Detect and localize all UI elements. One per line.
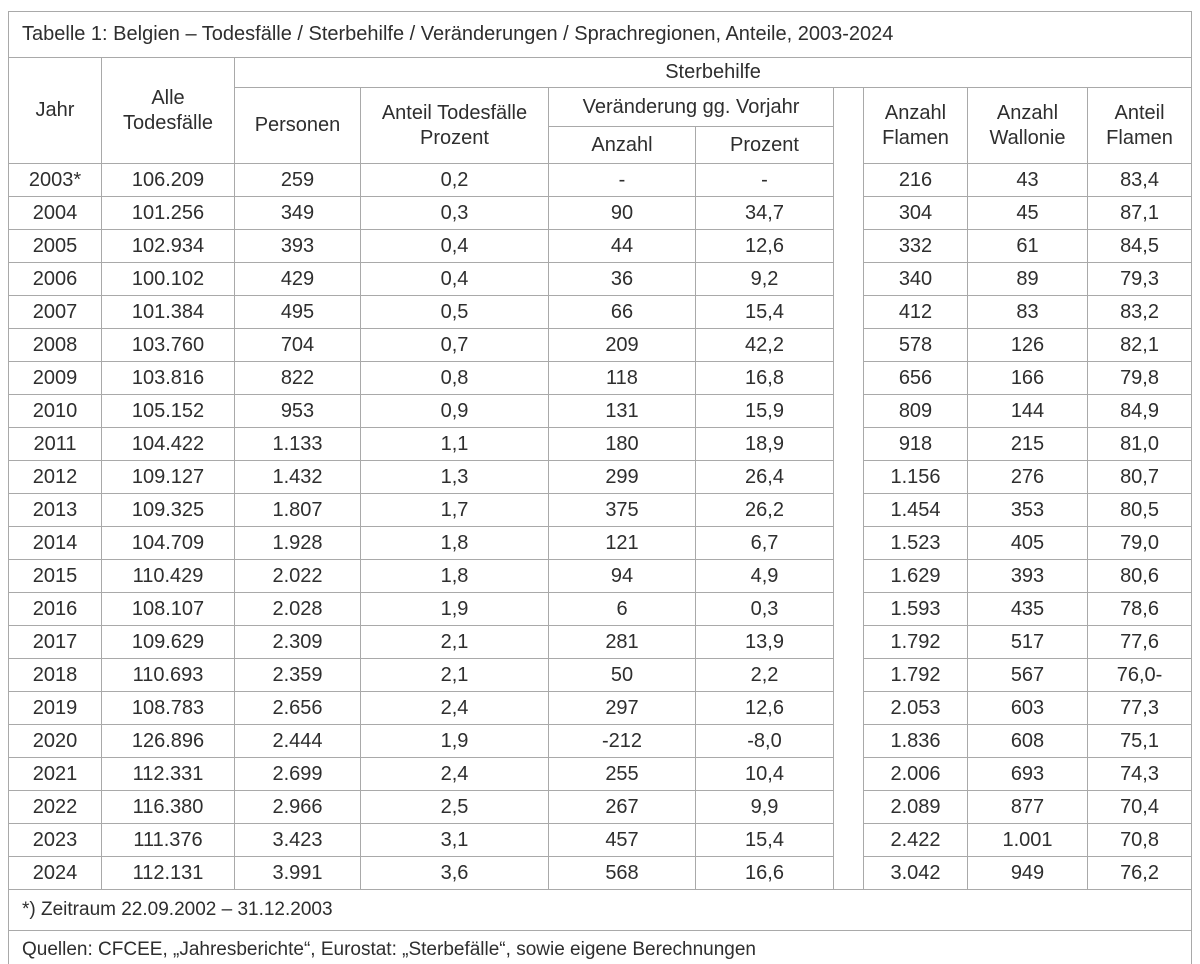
anzahl-wallonie-cell: 1.001 <box>968 824 1088 857</box>
anzahl-flamen-cell: 1.792 <box>864 626 968 659</box>
year-cell: 2021 <box>9 758 102 791</box>
anzahl-wallonie-cell: 45 <box>968 197 1088 230</box>
header-line: Todesfälle <box>122 111 214 134</box>
veraenderung-anzahl-cell: 94 <box>549 560 696 593</box>
alle-todesfaelle-cell: 126.896 <box>102 725 235 758</box>
col-header-anzahl-wallonie <box>968 88 1088 164</box>
alle-todesfaelle-cell: 101.384 <box>102 296 235 329</box>
veraenderung-prozent-cell: 18,9 <box>696 428 834 461</box>
personen-cell: 259 <box>235 164 361 197</box>
personen-cell: 2.359 <box>235 659 361 692</box>
year-cell: 2024 <box>9 857 102 890</box>
table-body <box>9 164 1192 890</box>
spacer-cell <box>834 395 864 428</box>
alle-todesfaelle-cell: 100.102 <box>102 263 235 296</box>
anzahl-wallonie-cell: 393 <box>968 560 1088 593</box>
footnote-text: *) Zeitraum 22.09.2002 – 31.12.2003 <box>9 890 1192 931</box>
year-cell: 2023 <box>9 824 102 857</box>
table-row <box>9 329 1192 362</box>
spacer-cell <box>834 659 864 692</box>
veraenderung-anzahl-cell: -212 <box>549 725 696 758</box>
col-header-anteil-flamen <box>1088 88 1192 164</box>
header-line: Prozent <box>420 126 489 149</box>
personen-cell: 2.699 <box>235 758 361 791</box>
statistics-table <box>8 11 1192 964</box>
alle-todesfaelle-cell: 112.131 <box>102 857 235 890</box>
anzahl-wallonie-cell: 435 <box>968 593 1088 626</box>
alle-todesfaelle-cell: 103.760 <box>102 329 235 362</box>
header-line: Anzahl <box>996 101 1059 124</box>
header-line: Flamen <box>1106 126 1173 149</box>
veraenderung-prozent-cell: 2,2 <box>696 659 834 692</box>
veraenderung-anzahl-cell: 121 <box>549 527 696 560</box>
anteil-flamen-cell: 70,4 <box>1088 791 1192 824</box>
anteil-flamen-cell: 78,6 <box>1088 593 1192 626</box>
veraenderung-prozent-cell: - <box>696 164 834 197</box>
anzahl-wallonie-cell: 166 <box>968 362 1088 395</box>
anzahl-wallonie-cell: 43 <box>968 164 1088 197</box>
alle-todesfaelle-cell: 103.816 <box>102 362 235 395</box>
spacer-cell <box>834 824 864 857</box>
col-header-veraenderung-prozent: Prozent <box>696 127 834 164</box>
anteil-todesfaelle-cell: 0,9 <box>361 395 549 428</box>
veraenderung-anzahl-cell: 36 <box>549 263 696 296</box>
anzahl-flamen-cell: 1.523 <box>864 527 968 560</box>
anzahl-wallonie-cell: 89 <box>968 263 1088 296</box>
table-footer <box>9 890 1192 964</box>
anteil-flamen-cell: 70,8 <box>1088 824 1192 857</box>
veraenderung-prozent-cell: -8,0 <box>696 725 834 758</box>
anzahl-flamen-cell: 578 <box>864 329 968 362</box>
veraenderung-prozent-cell: 26,4 <box>696 461 834 494</box>
year-cell: 2020 <box>9 725 102 758</box>
anzahl-flamen-cell: 1.792 <box>864 659 968 692</box>
table-row <box>9 395 1192 428</box>
anteil-todesfaelle-cell: 1,7 <box>361 494 549 527</box>
anzahl-wallonie-cell: 603 <box>968 692 1088 725</box>
anteil-flamen-cell: 81,0 <box>1088 428 1192 461</box>
table-row <box>9 164 1192 197</box>
alle-todesfaelle-cell: 109.629 <box>102 626 235 659</box>
spacer-cell <box>834 197 864 230</box>
spacer-cell <box>834 626 864 659</box>
veraenderung-prozent-cell: 12,6 <box>696 692 834 725</box>
veraenderung-prozent-cell: 4,9 <box>696 560 834 593</box>
col-header-jahr: Jahr <box>9 58 102 164</box>
spacer-cell <box>834 527 864 560</box>
spacer-cell <box>834 758 864 791</box>
veraenderung-anzahl-cell: 6 <box>549 593 696 626</box>
header-line: Anteil <box>1114 101 1165 124</box>
spacer-cell <box>834 560 864 593</box>
col-header-sterbehilfe: Sterbehilfe <box>235 58 1192 88</box>
alle-todesfaelle-cell: 110.693 <box>102 659 235 692</box>
anzahl-flamen-cell: 2.006 <box>864 758 968 791</box>
year-cell: 2003* <box>9 164 102 197</box>
anteil-flamen-cell: 77,3 <box>1088 692 1192 725</box>
header-line: Anteil Todesfälle <box>381 101 528 124</box>
header-line: Alle <box>151 86 185 109</box>
veraenderung-anzahl-cell: 118 <box>549 362 696 395</box>
personen-cell: 2.656 <box>235 692 361 725</box>
year-cell: 2015 <box>9 560 102 593</box>
anteil-flamen-cell: 84,5 <box>1088 230 1192 263</box>
anzahl-wallonie-cell: 693 <box>968 758 1088 791</box>
veraenderung-prozent-cell: 9,9 <box>696 791 834 824</box>
year-cell: 2006 <box>9 263 102 296</box>
anzahl-flamen-cell: 1.836 <box>864 725 968 758</box>
anzahl-wallonie-cell: 877 <box>968 791 1088 824</box>
table-row <box>9 362 1192 395</box>
anzahl-flamen-cell: 1.629 <box>864 560 968 593</box>
col-header-anteil-todesfaelle <box>361 88 549 164</box>
veraenderung-prozent-cell: 15,4 <box>696 296 834 329</box>
personen-cell: 1.133 <box>235 428 361 461</box>
spacer-cell <box>834 230 864 263</box>
table-title: Tabelle 1: Belgien – Todesfälle / Sterbehilfe / Veränderungen / Sprachregionen, Anteile, 2003-2024 <box>9 12 1192 58</box>
alle-todesfaelle-cell: 109.325 <box>102 494 235 527</box>
anzahl-flamen-cell: 3.042 <box>864 857 968 890</box>
spacer-cell <box>834 725 864 758</box>
header-line: Anzahl <box>884 101 947 124</box>
year-cell: 2017 <box>9 626 102 659</box>
anteil-flamen-cell: 74,3 <box>1088 758 1192 791</box>
table-row <box>9 692 1192 725</box>
alle-todesfaelle-cell: 110.429 <box>102 560 235 593</box>
anteil-flamen-cell: 76,0- <box>1088 659 1192 692</box>
anteil-flamen-cell: 80,7 <box>1088 461 1192 494</box>
year-cell: 2016 <box>9 593 102 626</box>
table-row <box>9 824 1192 857</box>
anteil-todesfaelle-cell: 2,4 <box>361 758 549 791</box>
table-row <box>9 461 1192 494</box>
personen-cell: 495 <box>235 296 361 329</box>
spacer-cell <box>834 362 864 395</box>
anzahl-flamen-cell: 340 <box>864 263 968 296</box>
personen-cell: 2.022 <box>235 560 361 593</box>
veraenderung-prozent-cell: 26,2 <box>696 494 834 527</box>
table-row <box>9 428 1192 461</box>
personen-cell: 1.432 <box>235 461 361 494</box>
table-row <box>9 626 1192 659</box>
spacer-cell <box>834 494 864 527</box>
veraenderung-prozent-cell: 0,3 <box>696 593 834 626</box>
year-cell: 2019 <box>9 692 102 725</box>
table-row <box>9 725 1192 758</box>
year-cell: 2005 <box>9 230 102 263</box>
veraenderung-prozent-cell: 13,9 <box>696 626 834 659</box>
alle-todesfaelle-cell: 108.783 <box>102 692 235 725</box>
anzahl-wallonie-cell: 215 <box>968 428 1088 461</box>
anteil-todesfaelle-cell: 1,1 <box>361 428 549 461</box>
alle-todesfaelle-cell: 105.152 <box>102 395 235 428</box>
spacer-cell <box>834 296 864 329</box>
anzahl-flamen-cell: 332 <box>864 230 968 263</box>
personen-cell: 393 <box>235 230 361 263</box>
anzahl-flamen-cell: 216 <box>864 164 968 197</box>
veraenderung-anzahl-cell: 297 <box>549 692 696 725</box>
header-row-1 <box>9 58 1192 88</box>
table-row <box>9 230 1192 263</box>
table-row <box>9 857 1192 890</box>
header-line: Wallonie <box>989 126 1066 149</box>
personen-cell: 349 <box>235 197 361 230</box>
anteil-todesfaelle-cell: 0,8 <box>361 362 549 395</box>
spacer-column <box>834 88 864 164</box>
personen-cell: 2.028 <box>235 593 361 626</box>
title-row <box>9 12 1192 58</box>
anteil-todesfaelle-cell: 0,4 <box>361 230 549 263</box>
anzahl-wallonie-cell: 405 <box>968 527 1088 560</box>
anteil-flamen-cell: 79,3 <box>1088 263 1192 296</box>
table-row <box>9 263 1192 296</box>
anzahl-wallonie-cell: 144 <box>968 395 1088 428</box>
veraenderung-anzahl-cell: 66 <box>549 296 696 329</box>
anzahl-wallonie-cell: 353 <box>968 494 1088 527</box>
spacer-cell <box>834 857 864 890</box>
table-row <box>9 527 1192 560</box>
table-row <box>9 791 1192 824</box>
anzahl-wallonie-cell: 517 <box>968 626 1088 659</box>
anteil-todesfaelle-cell: 0,7 <box>361 329 549 362</box>
anzahl-wallonie-cell: 608 <box>968 725 1088 758</box>
anzahl-flamen-cell: 809 <box>864 395 968 428</box>
veraenderung-anzahl-cell: 255 <box>549 758 696 791</box>
spacer-cell <box>834 428 864 461</box>
anzahl-flamen-cell: 1.593 <box>864 593 968 626</box>
anteil-todesfaelle-cell: 0,2 <box>361 164 549 197</box>
table-row <box>9 296 1192 329</box>
veraenderung-prozent-cell: 9,2 <box>696 263 834 296</box>
anzahl-flamen-cell: 918 <box>864 428 968 461</box>
alle-todesfaelle-cell: 108.107 <box>102 593 235 626</box>
header-line: Flamen <box>882 126 949 149</box>
veraenderung-anzahl-cell: 267 <box>549 791 696 824</box>
year-cell: 2009 <box>9 362 102 395</box>
year-cell: 2007 <box>9 296 102 329</box>
alle-todesfaelle-cell: 111.376 <box>102 824 235 857</box>
personen-cell: 2.444 <box>235 725 361 758</box>
anteil-todesfaelle-cell: 2,5 <box>361 791 549 824</box>
spacer-cell <box>834 164 864 197</box>
veraenderung-anzahl-cell: 180 <box>549 428 696 461</box>
anteil-todesfaelle-cell: 0,3 <box>361 197 549 230</box>
year-cell: 2022 <box>9 791 102 824</box>
veraenderung-anzahl-cell: 375 <box>549 494 696 527</box>
anzahl-flamen-cell: 656 <box>864 362 968 395</box>
veraenderung-prozent-cell: 42,2 <box>696 329 834 362</box>
veraenderung-prozent-cell: 6,7 <box>696 527 834 560</box>
table-row <box>9 560 1192 593</box>
anteil-todesfaelle-cell: 2,1 <box>361 659 549 692</box>
anteil-todesfaelle-cell: 1,9 <box>361 725 549 758</box>
anteil-todesfaelle-cell: 1,8 <box>361 560 549 593</box>
anzahl-flamen-cell: 1.156 <box>864 461 968 494</box>
anteil-flamen-cell: 76,2 <box>1088 857 1192 890</box>
year-cell: 2012 <box>9 461 102 494</box>
veraenderung-prozent-cell: 16,8 <box>696 362 834 395</box>
anzahl-wallonie-cell: 949 <box>968 857 1088 890</box>
anteil-flamen-cell: 87,1 <box>1088 197 1192 230</box>
year-cell: 2008 <box>9 329 102 362</box>
alle-todesfaelle-cell: 116.380 <box>102 791 235 824</box>
veraenderung-anzahl-cell: 131 <box>549 395 696 428</box>
personen-cell: 2.309 <box>235 626 361 659</box>
anteil-flamen-cell: 80,5 <box>1088 494 1192 527</box>
anteil-todesfaelle-cell: 0,4 <box>361 263 549 296</box>
anteil-flamen-cell: 82,1 <box>1088 329 1192 362</box>
anteil-todesfaelle-cell: 1,8 <box>361 527 549 560</box>
personen-cell: 704 <box>235 329 361 362</box>
col-header-alle-todesfaelle <box>102 58 235 164</box>
anteil-flamen-cell: 75,1 <box>1088 725 1192 758</box>
anzahl-wallonie-cell: 567 <box>968 659 1088 692</box>
table-row <box>9 197 1192 230</box>
anzahl-flamen-cell: 2.089 <box>864 791 968 824</box>
table-row <box>9 659 1192 692</box>
sources-row <box>9 931 1192 964</box>
anteil-todesfaelle-cell: 0,5 <box>361 296 549 329</box>
alle-todesfaelle-cell: 109.127 <box>102 461 235 494</box>
veraenderung-prozent-cell: 10,4 <box>696 758 834 791</box>
anzahl-wallonie-cell: 126 <box>968 329 1088 362</box>
veraenderung-anzahl-cell: 90 <box>549 197 696 230</box>
personen-cell: 3.991 <box>235 857 361 890</box>
anzahl-wallonie-cell: 61 <box>968 230 1088 263</box>
anzahl-flamen-cell: 2.053 <box>864 692 968 725</box>
alle-todesfaelle-cell: 112.331 <box>102 758 235 791</box>
year-cell: 2004 <box>9 197 102 230</box>
anteil-flamen-cell: 79,0 <box>1088 527 1192 560</box>
footnote-row <box>9 890 1192 931</box>
anzahl-flamen-cell: 2.422 <box>864 824 968 857</box>
anteil-flamen-cell: 79,8 <box>1088 362 1192 395</box>
personen-cell: 3.423 <box>235 824 361 857</box>
alle-todesfaelle-cell: 102.934 <box>102 230 235 263</box>
spacer-cell <box>834 329 864 362</box>
personen-cell: 429 <box>235 263 361 296</box>
anteil-flamen-cell: 83,2 <box>1088 296 1192 329</box>
veraenderung-anzahl-cell: - <box>549 164 696 197</box>
personen-cell: 1.928 <box>235 527 361 560</box>
col-header-anzahl-flamen <box>864 88 968 164</box>
veraenderung-prozent-cell: 34,7 <box>696 197 834 230</box>
alle-todesfaelle-cell: 104.709 <box>102 527 235 560</box>
personen-cell: 822 <box>235 362 361 395</box>
anteil-todesfaelle-cell: 2,1 <box>361 626 549 659</box>
year-cell: 2013 <box>9 494 102 527</box>
veraenderung-anzahl-cell: 457 <box>549 824 696 857</box>
table-row <box>9 593 1192 626</box>
anteil-todesfaelle-cell: 3,1 <box>361 824 549 857</box>
veraenderung-prozent-cell: 15,4 <box>696 824 834 857</box>
spacer-cell <box>834 263 864 296</box>
veraenderung-prozent-cell: 16,6 <box>696 857 834 890</box>
spacer-cell <box>834 461 864 494</box>
anzahl-flamen-cell: 304 <box>864 197 968 230</box>
alle-todesfaelle-cell: 101.256 <box>102 197 235 230</box>
col-header-veraenderung-anzahl: Anzahl <box>549 127 696 164</box>
alle-todesfaelle-cell: 106.209 <box>102 164 235 197</box>
personen-cell: 953 <box>235 395 361 428</box>
veraenderung-anzahl-cell: 44 <box>549 230 696 263</box>
year-cell: 2010 <box>9 395 102 428</box>
anteil-todesfaelle-cell: 1,3 <box>361 461 549 494</box>
spacer-cell <box>834 791 864 824</box>
col-header-veraenderung: Veränderung gg. Vorjahr <box>549 88 834 127</box>
col-header-personen: Personen <box>235 88 361 164</box>
veraenderung-anzahl-cell: 50 <box>549 659 696 692</box>
anteil-todesfaelle-cell: 2,4 <box>361 692 549 725</box>
veraenderung-prozent-cell: 15,9 <box>696 395 834 428</box>
personen-cell: 2.966 <box>235 791 361 824</box>
sources-text: Quellen: CFCEE, „Jahresberichte“, Eurostat: „Sterbefälle“, sowie eigene Berechnungen <box>9 931 1192 964</box>
spacer-cell <box>834 593 864 626</box>
table-header <box>9 12 1192 164</box>
year-cell: 2011 <box>9 428 102 461</box>
veraenderung-anzahl-cell: 299 <box>549 461 696 494</box>
anzahl-flamen-cell: 1.454 <box>864 494 968 527</box>
year-cell: 2018 <box>9 659 102 692</box>
table-row <box>9 758 1192 791</box>
veraenderung-anzahl-cell: 209 <box>549 329 696 362</box>
anteil-flamen-cell: 83,4 <box>1088 164 1192 197</box>
personen-cell: 1.807 <box>235 494 361 527</box>
table-row <box>9 494 1192 527</box>
year-cell: 2014 <box>9 527 102 560</box>
anteil-todesfaelle-cell: 1,9 <box>361 593 549 626</box>
veraenderung-anzahl-cell: 568 <box>549 857 696 890</box>
anzahl-flamen-cell: 412 <box>864 296 968 329</box>
anteil-flamen-cell: 84,9 <box>1088 395 1192 428</box>
anteil-flamen-cell: 80,6 <box>1088 560 1192 593</box>
anteil-flamen-cell: 77,6 <box>1088 626 1192 659</box>
veraenderung-prozent-cell: 12,6 <box>696 230 834 263</box>
veraenderung-anzahl-cell: 281 <box>549 626 696 659</box>
anzahl-wallonie-cell: 83 <box>968 296 1088 329</box>
spacer-cell <box>834 692 864 725</box>
anzahl-wallonie-cell: 276 <box>968 461 1088 494</box>
anteil-todesfaelle-cell: 3,6 <box>361 857 549 890</box>
alle-todesfaelle-cell: 104.422 <box>102 428 235 461</box>
